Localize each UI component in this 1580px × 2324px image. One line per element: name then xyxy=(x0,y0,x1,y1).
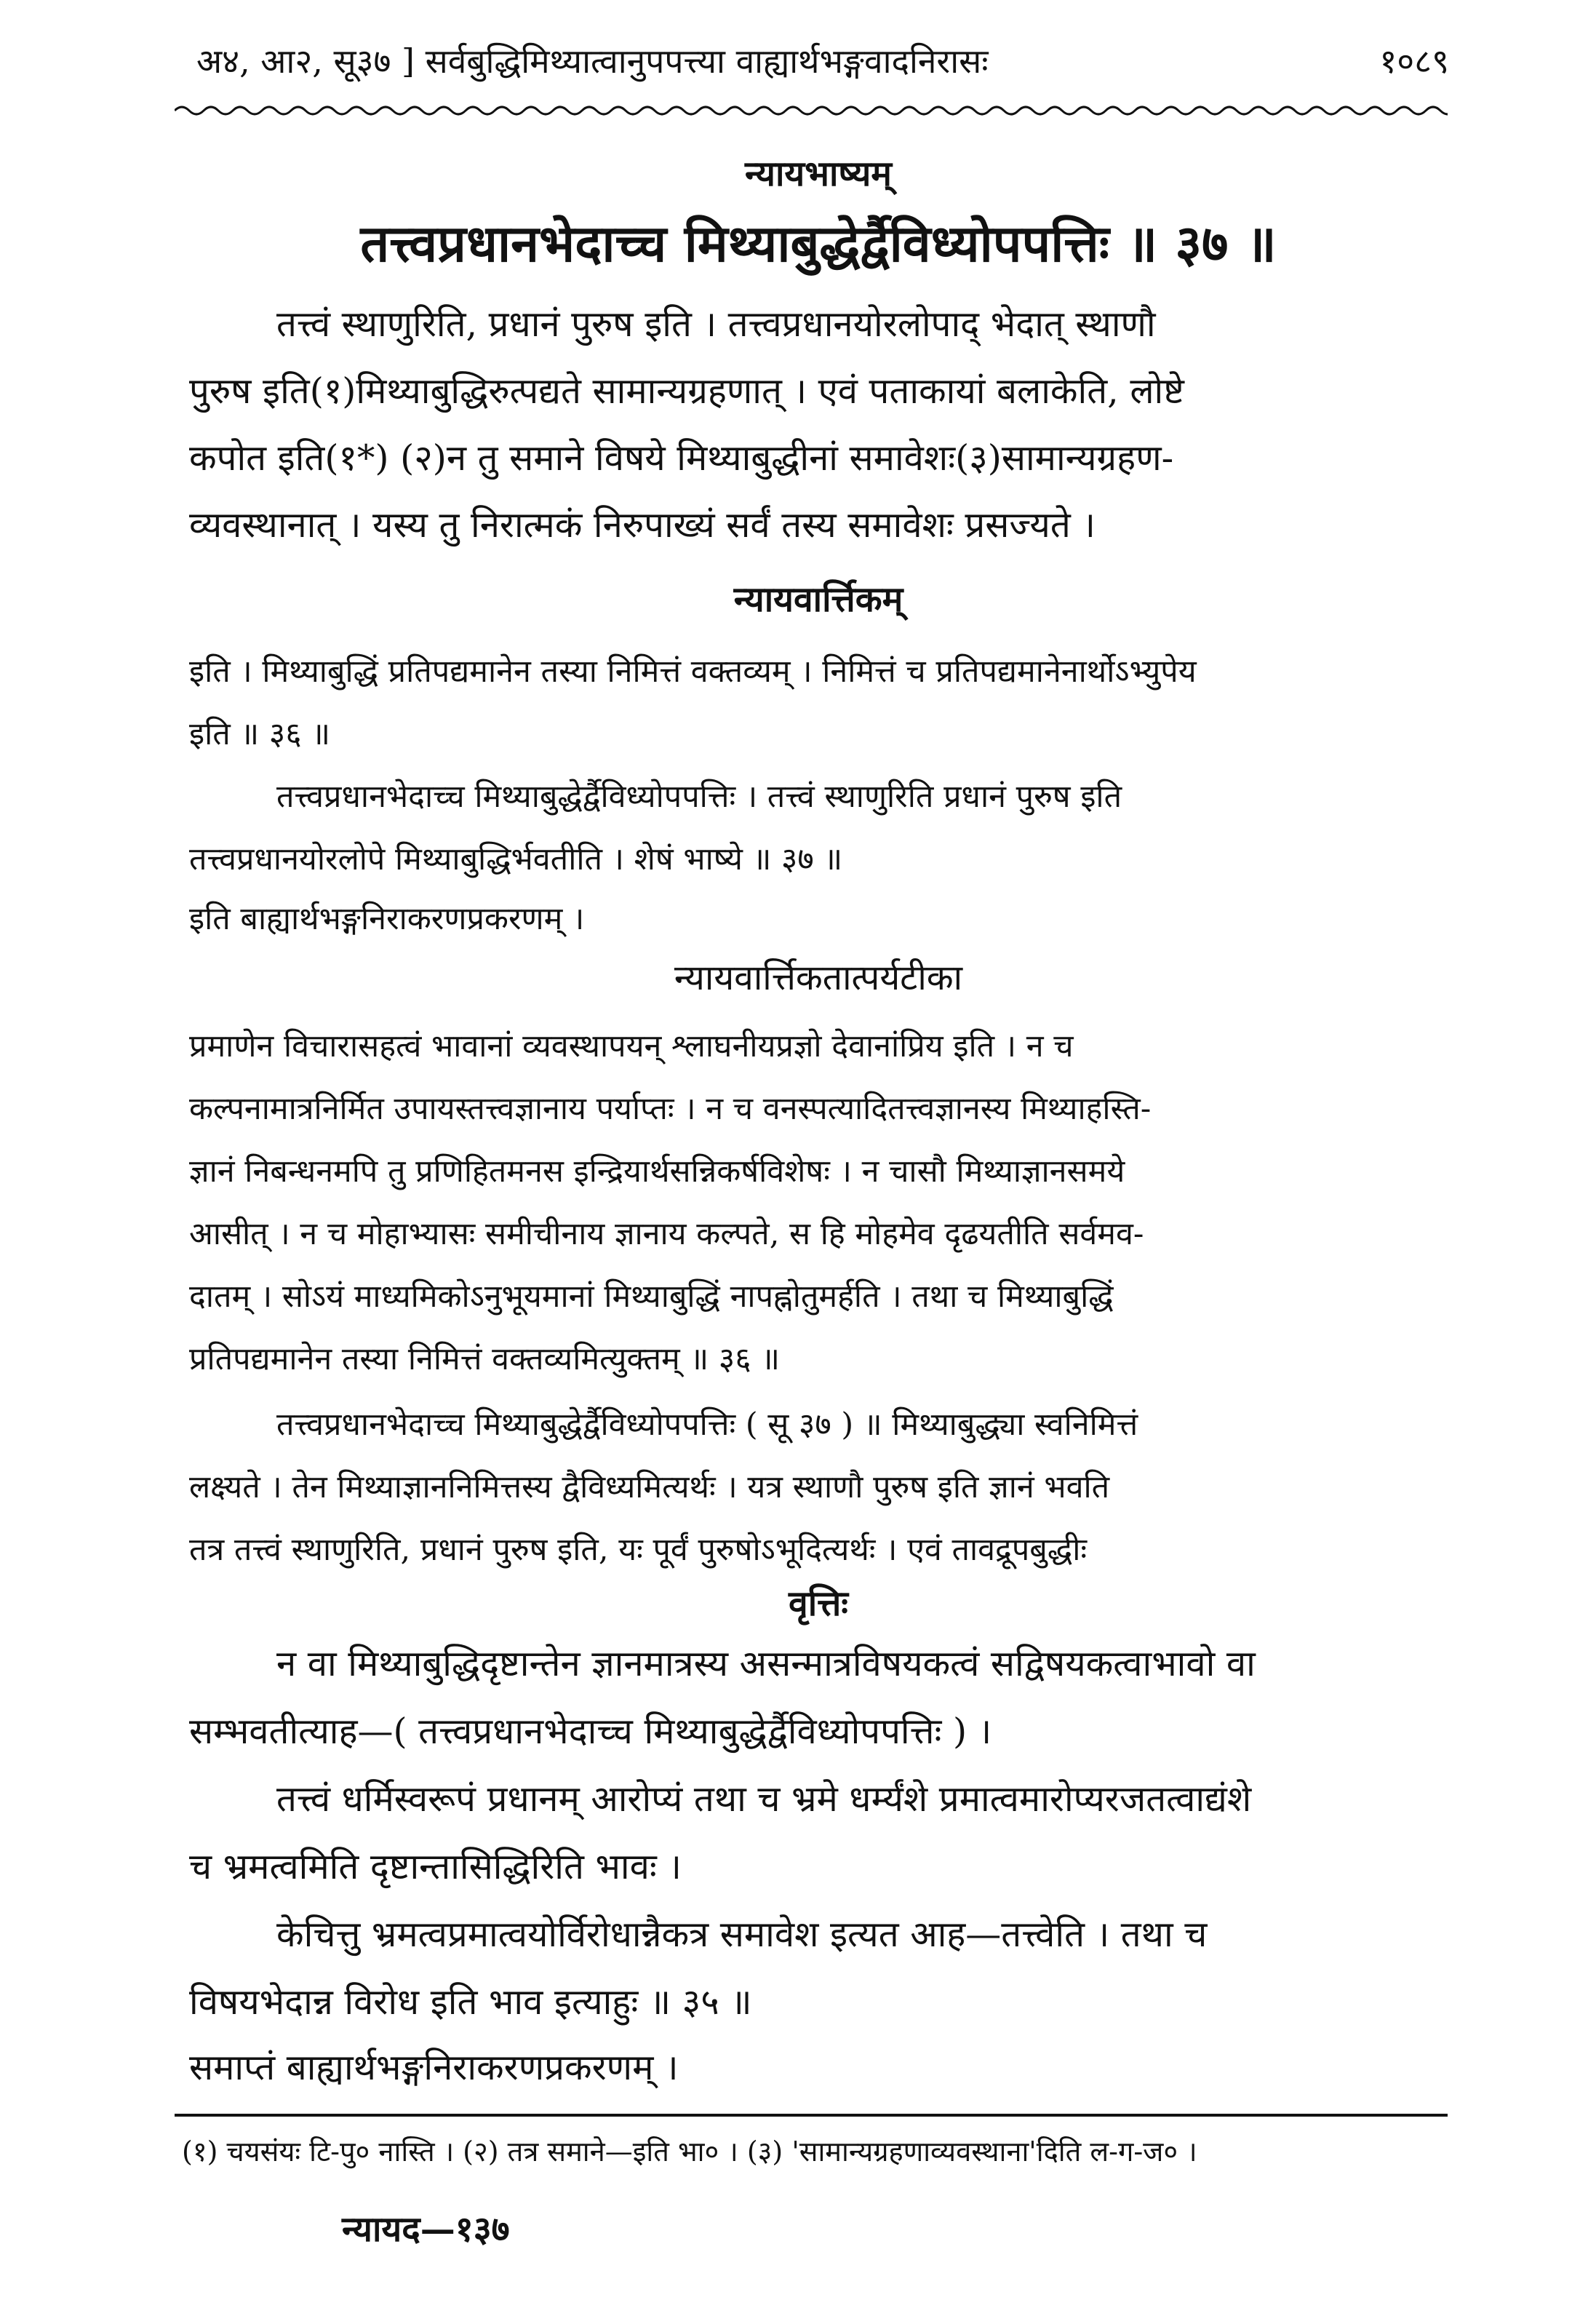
vritti-heading: वृत्तिः xyxy=(789,1583,848,1624)
tika-line: तत्र तत्त्वं स्थाणुरिति, प्रधानं पुरुष इति, यः पूर्वं पुरुषोऽभूदित्यर्थः । एवं तावद्रूपबुद्धीः xyxy=(189,1532,1088,1568)
vartika-closing: इति बाह्यार्थभङ्गनिराकरणप्रकरणम् । xyxy=(189,901,585,937)
vritti-line: विषयभेदान्न विरोध इति भाव इत्याहुः ॥ ३५ ॥ xyxy=(189,1981,752,2023)
header-chapter-title: अ४, आ२, सू३७ ] सर्वबुद्धिमिथ्यात्वानुपपत्त्या वाह्यार्थभङ्गवादनिरासः xyxy=(196,41,989,81)
vritti-line: सम्भवतीत्याह—( तत्त्वप्रधानभेदाच्च मिथ्याबुद्धेर्द्वैविध्योपपत्तिः ) । xyxy=(189,1711,992,1752)
tika-line: कल्पनामात्रनिर्मित उपायस्तत्त्वज्ञानाय पर्याप्तः । न च वनस्पत्यादितत्त्वज्ञानस्य मिथ्याहस्ति- xyxy=(189,1091,1152,1127)
vritti-line: च भ्रमत्वमिति दृष्टान्तासिद्धिरिति भावः । xyxy=(189,1846,682,1887)
sutra-text: तत्त्वप्रधानभेदाच्च मिथ्याबुद्धेर्द्वैविध्योपपत्तिः ॥ ३७ ॥ xyxy=(360,213,1277,274)
tika-line: दातम् । सोऽयं माध्यमिकोऽनुभूयमानां मिथ्याबुद्धिं नापह्नोतुमर्हति । तथा च मिथ्याबुद्धिं xyxy=(189,1278,1114,1315)
vritti-line: तत्त्वं धर्मिस्वरूपं प्रधानम् आरोप्यं तथा च भ्रमे धर्म्यंशे प्रमात्वमारोप्यरजतत्वाद्यंशे xyxy=(276,1778,1252,1820)
wavy-divider xyxy=(175,100,1448,122)
tika-line: लक्ष्यते । तेन मिथ्याज्ञाननिमित्तस्य द्वैविध्यमित्यर्थः । यत्र स्थाणौ पुरुष इति ज्ञानं भवति xyxy=(189,1469,1110,1505)
bhashya-heading: न्यायभाष्यम् xyxy=(744,154,893,194)
tika-line: प्रमाणेन विचारासहत्वं भावानां व्यवस्थापयन् श्लाघनीयप्रज्ञो देवानांप्रिय इति । न च xyxy=(189,1028,1074,1064)
bhashya-line: तत्त्वं स्थाणुरिति, प्रधानं पुरुष इति । तत्त्वप्रधानयोरलोपाद् भेदात् स्थाणौ xyxy=(276,303,1156,345)
running-header xyxy=(196,38,1449,103)
vartika-line: तत्त्वप्रधानभेदाच्च मिथ्याबुद्धेर्द्वैविध्योपपत्तिः । तत्त्वं स्थाणुरिति प्रधानं पुरुष इति xyxy=(276,779,1122,815)
bhashya-line: पुरुष इति(१)मिथ्याबुद्धिरुत्पद्यते सामान्यग्रहणात् । एवं पताकायां बलाकेति, लोष्टे xyxy=(189,370,1184,412)
page-number: १०८९ xyxy=(1379,41,1449,81)
bhashya-line: कपोत इति(१*) (२)न तु समाने विषये मिथ्याबुद्धीनां समावेशः(३)सामान्यग्रहण- xyxy=(189,437,1174,479)
vartika-text xyxy=(189,640,1448,891)
vritti-text xyxy=(189,1630,1448,2036)
tika-text xyxy=(189,1015,1448,1390)
vartika-line: तत्त्वप्रधानयोरलोपे मिथ्याबुद्धिर्भवतीति । शेषं भाष्ये ॥ ३७ ॥ xyxy=(189,841,843,878)
bhashya-text xyxy=(189,291,1448,559)
signature-mark: न्यायद—१३७ xyxy=(342,2209,510,2250)
tika-line: आसीत् । न च मोहाभ्यासः समीचीनाय ज्ञानाय कल्पते, स हि मोहमेव दृढयतीति सर्वमव- xyxy=(189,1216,1144,1252)
vritti-line: न वा मिथ्याबुद्धिदृष्टान्तेन ज्ञानमात्रस्य असन्मात्रविषयकत्वं सद्विषयकत्वाभावो वा xyxy=(276,1643,1256,1684)
bhashya-line: व्यवस्थानात् । यस्य तु निरात्मकं निरुपाख्यं सर्वं तस्य समावेशः प्रसज्यते । xyxy=(189,504,1096,546)
vartika-line: इति ॥ ३६ ॥ xyxy=(189,716,330,752)
tika-line: तत्त्वप्रधानभेदाच्च मिथ्याबुद्धेर्द्वैविध्योपपत्तिः ( सू ३७ ) ॥ मिथ्याबुद्ध्या स्वनिमित्तं xyxy=(276,1406,1138,1443)
tika-text-2 xyxy=(189,1393,1448,1581)
tika-heading: न्यायवार्त्तिकतात्पर्यटीका xyxy=(674,958,963,998)
vritti-line: केचित्तु भ्रमत्वप्रमात्वयोर्विरोधान्नैकत्र समावेश इत्यत आह—तत्त्वेति । तथा च xyxy=(276,1914,1208,1955)
vritti-closing: समाप्तं बाह्यार्थभङ्गनिराकरणप्रकरणम् । xyxy=(189,2047,679,2088)
footnote-rule xyxy=(175,2114,1448,2117)
tika-line: ज्ञानं निबन्धनमपि तु प्रणिहितमनस इन्द्रियार्थसन्निकर्षविशेषः । न चासौ मिथ्याज्ञानसमये xyxy=(189,1153,1125,1190)
footnotes: (१) चयसंयः टि-पु० नास्ति । (२) तत्र समाने—इति भा० । (३) 'सामान्यग्रहणाव्यवस्थाना'दिति ल-ग-ज० । xyxy=(182,2136,1197,2168)
vartika-line: इति । मिथ्याबुद्धिं प्रतिपद्यमानेन तस्या निमित्तं वक्तव्यम् । निमित्तं च प्रतिपद्यमानेनार्थोऽभ्युपेय xyxy=(189,653,1197,690)
tika-line: प्रतिपद्यमानेन तस्या निमित्तं वक्तव्यमित्युक्तम् ॥ ३६ ॥ xyxy=(189,1341,780,1377)
vartika-heading: न्यायवार्त्तिकम् xyxy=(733,579,903,620)
